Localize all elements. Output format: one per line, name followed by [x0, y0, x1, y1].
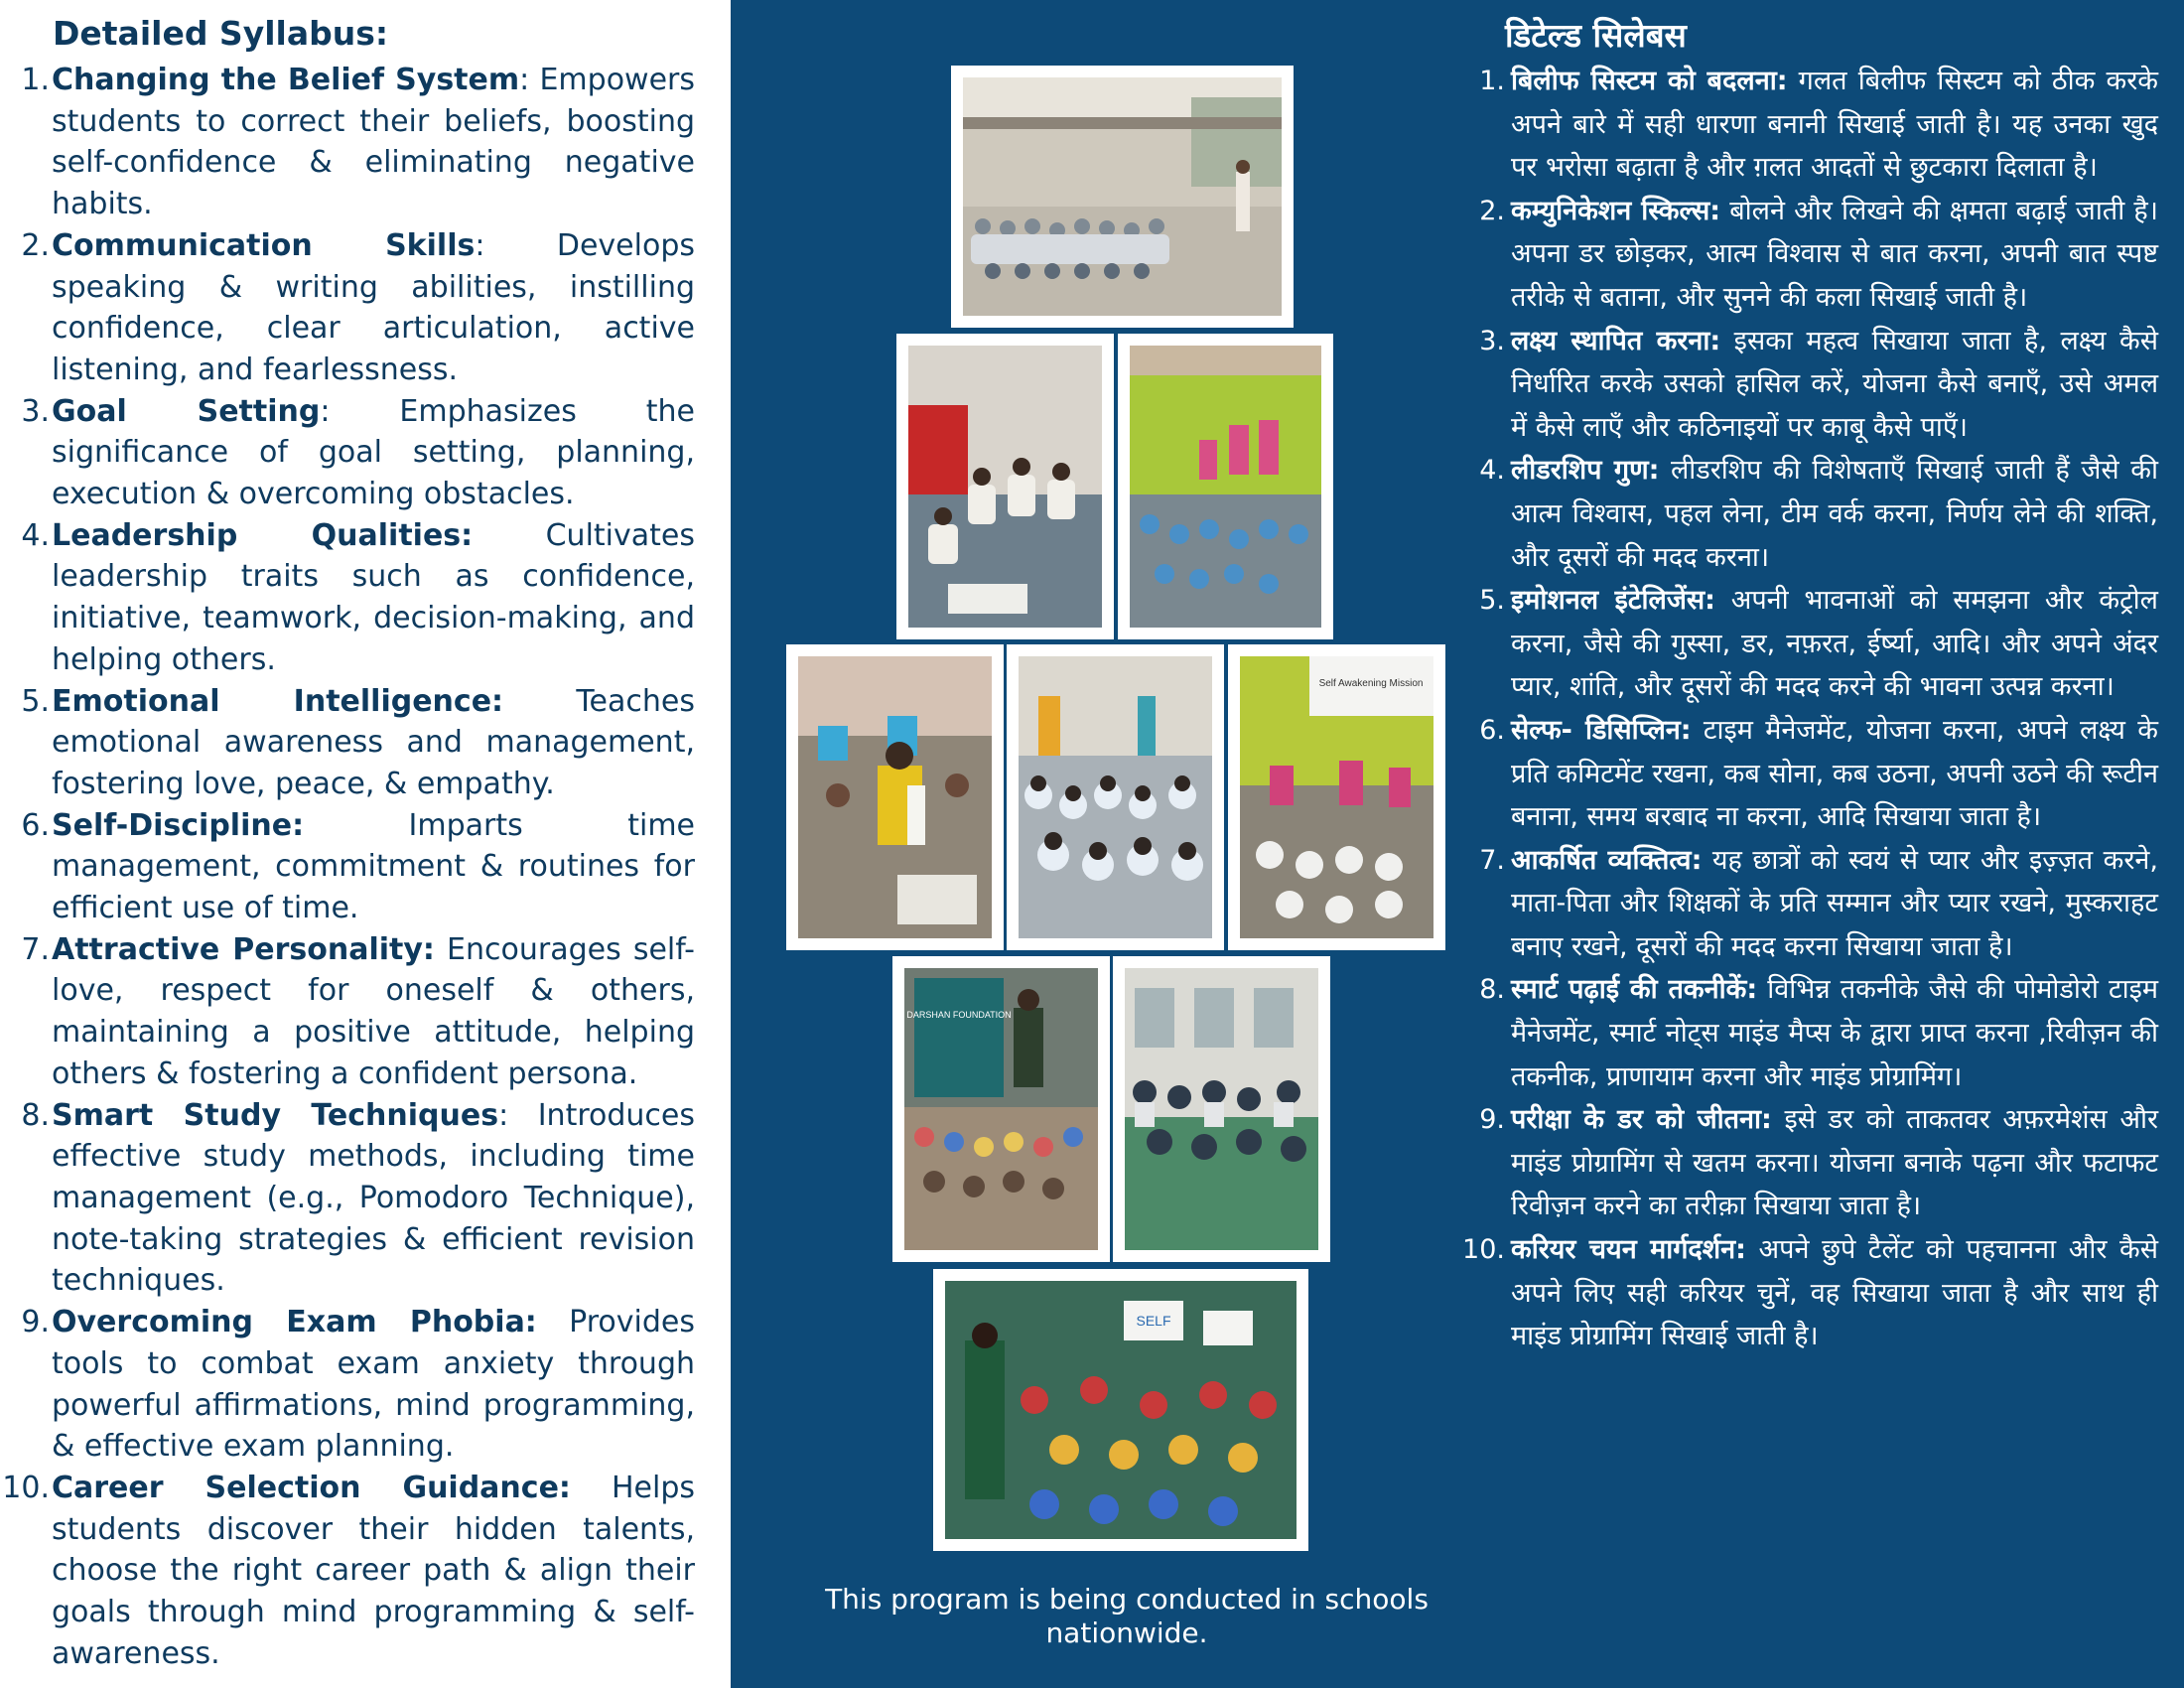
item-term: Changing the Belief System: [52, 63, 520, 97]
list-item: [0, 391, 695, 515]
list-item: [1463, 449, 2158, 579]
item-text: टाइम मैनेजमेंट, योजना करना, अपने लक्ष्य के प्रति कमिटमेंट रखना, कब सोना, कब उठना, अपनी उठने की रूटीन बनाना, समय बरबाद ना करना, आदि सिखाया जाता है।: [1511, 714, 2158, 833]
list-item: [1463, 1228, 2158, 1358]
item-text: Empowers students to correct their beliefs, boosting self-confidence & eliminating negative habits.: [52, 63, 695, 222]
item-text: Imparts time management, commitment & routines for efficient use of time.: [52, 807, 695, 926]
list-item: [0, 681, 695, 805]
list-item: [1463, 320, 2158, 450]
item-number: 1.: [1479, 66, 1505, 96]
photo-classroom-2: [786, 644, 1004, 950]
item-number: 2.: [21, 227, 50, 263]
item-text: Teaches emotional awareness and management, fostering love, peace, & empathy.: [52, 683, 695, 801]
photo-classroom-students-floor: [1007, 644, 1224, 950]
list-item: [1463, 968, 2158, 1098]
list-item: [1463, 60, 2158, 190]
item-number: 9.: [21, 1305, 50, 1340]
item-number: 6.: [1479, 714, 1505, 746]
item-term: Attractive Personality:: [52, 931, 435, 967]
item-term: स्मार्ट पढ़ाई की तकनीकें:: [1511, 974, 1758, 1006]
list-item: [0, 60, 695, 225]
item-term: बिलीफ सिस्टम को बदलना:: [1511, 66, 1788, 96]
photo-classroom-1: [896, 334, 1114, 639]
item-term: Emotional Intelligence:: [52, 683, 504, 719]
item-number: 10.: [1462, 1234, 1505, 1266]
list-item: [0, 929, 695, 1095]
item-text: गलत बिलीफ सिस्टम को ठीक करके अपने बारे में सही धारणा बनानी सिखाई जाती है। यह उनका खुद पर भरोसा बढ़ाता है और ग़लत आदतों से छुटकारा दिलाता है।: [1511, 66, 2158, 184]
list-item: [0, 805, 695, 929]
item-separator: :: [320, 393, 331, 429]
item-number: 8.: [1479, 974, 1505, 1006]
photo-hall-students-seated: [1113, 956, 1330, 1262]
item-number: 4.: [21, 517, 50, 553]
photo-hall-green-wall: [1118, 334, 1333, 639]
item-number: 5.: [1479, 585, 1505, 617]
item-term: करियर चयन मार्गदर्शन:: [1511, 1234, 1746, 1266]
english-syllabus-title: Detailed Syllabus:: [53, 14, 389, 53]
item-text: बोलने और लिखने की क्षमता बढ़ाई जाती है। अपना डर छोड़कर, आत्म विश्वास से बात करना, अपनी बात स्पष्ट तरीके से बताना, और सुनने की कला सिखाई जाती है।: [1511, 195, 2158, 313]
list-item: [0, 1095, 695, 1303]
item-text: इसका महत्व सिखाया जाता है, लक्ष्य कैसे निर्धारित करके उसको हासिल करें, योजना कैसे बनाएँ, उसे अमल में कैसे लाएँ और कठिनाइयों पर काबू कैसे पाएँ।: [1511, 325, 2158, 443]
item-number: 7.: [1479, 844, 1505, 876]
item-separator: :: [498, 1097, 509, 1133]
item-text: Develops speaking & writing abilities, instilling confidence, clear articulation, active listening, and fearlessness.: [52, 227, 695, 387]
item-text: यह छात्रों को स्वयं से प्यार और इज़्ज़त करने, माता-पिता और शिक्षकों के प्रति सम्मान और प्यार रखने, मुस्कराहट बनाए रखने, दूसरों की मदद करना सिखाया जाता है।: [1511, 844, 2158, 962]
item-text: Helps students discover their hidden talents, choose the right career path & align their goals through mind programming & self-awareness.: [52, 1470, 696, 1671]
item-text: अपने छुपे टैलेंट को पहचानना और कैसे अपने लिए सही करियर चुनें, वह सिखाया जाता है और साथ ही माइंड प्रोग्रामिंग सिखाई जाती है।: [1511, 1234, 2158, 1352]
item-term: आकर्षित व्यक्तित्व:: [1511, 844, 1703, 876]
item-term: इमोशनल इंटेलिजेंस:: [1511, 585, 1715, 617]
item-term: Goal Setting: [52, 393, 321, 429]
item-number: 5.: [21, 683, 50, 719]
list-item: [0, 225, 695, 391]
item-text: अपनी भावनाओं को समझना और कंट्रोल करना, जैसे की गुस्सा, डर, नफ़रत, ईर्ष्या, आदि। और अपने अंदर प्यार, शांति, और दूसरों की मदद करने की भावना उत्पन्न करना।: [1511, 585, 2158, 703]
item-number: 7.: [21, 931, 50, 967]
placard-text: SELF: [1136, 1313, 1171, 1329]
item-text: Encourages self-love, respect for oneself & others, maintaining a positive attitude, helping others & fostering a confident persona.: [52, 931, 696, 1091]
list-item: [0, 1302, 695, 1468]
item-separator: :: [475, 227, 485, 263]
item-term: कम्युनिकेशन स्किल्स:: [1511, 195, 1721, 226]
foundation-sign-text: DARSHAN FOUNDATION: [906, 1010, 1012, 1020]
list-item: [1463, 190, 2158, 320]
english-syllabus-list: [0, 60, 695, 1674]
list-item: [1463, 709, 2158, 839]
item-number: 3.: [1479, 325, 1505, 356]
item-text: विभिन्न तकनीके जैसे की पोमोडोरो टाइम मैनेजमेंट, स्मार्ट नोट्स माइंड मैप्स के द्वारा प्राप्त करना ,रिवीज़न की तकनीक, प्राणायाम करना और माइंड प्रोग्रामिंग।: [1511, 974, 2158, 1092]
item-text: Introduces effective study methods, including time management (e.g., Pomodoro Technique), note-taking strategies & efficient revision techniques.: [52, 1097, 695, 1299]
item-number: 10.: [2, 1470, 50, 1505]
item-term: Communication Skills: [52, 227, 476, 263]
banner-text: Self Awakening Mission: [1318, 678, 1424, 689]
item-term: Career Selection Guidance:: [52, 1470, 571, 1505]
list-item: [0, 515, 695, 681]
english-syllabus-panel: [0, 0, 731, 1688]
item-number: 1.: [21, 63, 50, 97]
item-text: लीडरशिप की विशेषताएँ सिखाई जाती हैं जैसे की आत्म विश्वास, पहल लेना, टीम वर्क करना, निर्णय लेने की शक्ति, और दूसरों की मदद करना।: [1511, 455, 2158, 573]
item-number: 3.: [21, 393, 50, 429]
item-number: 4.: [1479, 455, 1505, 487]
list-item: [1463, 839, 2158, 969]
item-term: Self-Discipline:: [52, 807, 305, 843]
item-number: 9.: [1479, 1104, 1505, 1136]
item-term: Overcoming Exam Phobia:: [52, 1305, 537, 1340]
photo-group-celebration: [933, 1269, 1308, 1551]
list-item: [1463, 1098, 2158, 1228]
list-item: [0, 1468, 695, 1675]
photo-community-session: [892, 956, 1110, 1262]
item-term: लीडरशिप गुण:: [1511, 455, 1660, 487]
item-number: 2.: [1479, 195, 1505, 226]
item-number: 6.: [21, 807, 50, 843]
item-text: Emphasizes the significance of goal setting, planning, execution & overcoming obstacles.: [52, 393, 695, 512]
item-term: Leadership Qualities:: [52, 517, 474, 553]
item-term: परीक्षा के डर को जीतना:: [1511, 1104, 1772, 1136]
item-separator: :: [519, 63, 530, 97]
list-item: [1463, 579, 2158, 709]
hindi-syllabus-list: [1463, 60, 2158, 1358]
item-text: Cultivates leadership traits such as confidence, initiative, teamwork, decision-making, and helping others.: [52, 517, 695, 677]
hindi-syllabus-title: डिटेल्ड सिलेबस: [1505, 16, 1687, 55]
item-term: Smart Study Techniques: [52, 1097, 499, 1133]
item-number: 8.: [21, 1097, 50, 1133]
item-text: Provides tools to combat exam anxiety through powerful affirmations, mind programming, & effective exam planning.: [52, 1305, 695, 1465]
item-term: सेल्फ- डिसिप्लिन:: [1511, 714, 1692, 746]
photo-outdoor-assembly: [951, 66, 1294, 328]
item-text: इसे डर को ताकतवर अफ़रमेशंस और माइंड प्रोग्रामिंग से खतम करना। योजना बनाके पढ़ना और फटाफट रिवीज़न करने का तरीक़ा सिखाया जाता है।: [1511, 1104, 2159, 1222]
collage-caption: This program is being conducted in schools nationwide.: [825, 1583, 1429, 1649]
photo-seminar-banner: [1228, 644, 1445, 950]
item-term: लक्ष्य स्थापित करना:: [1511, 325, 1721, 356]
